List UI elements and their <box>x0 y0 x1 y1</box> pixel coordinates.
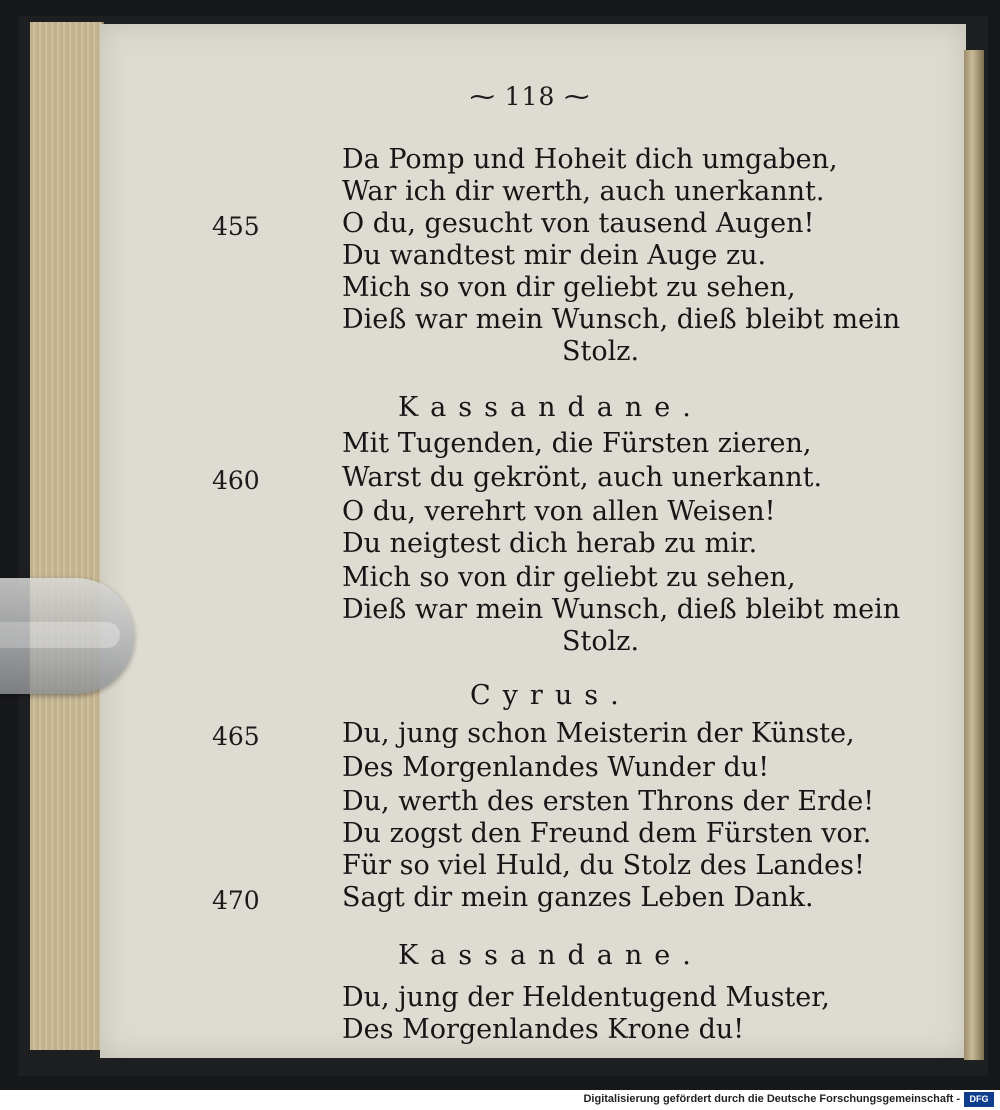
verse-line: Warst du gekrönt, auch unerkannt. <box>342 462 823 493</box>
line-number: 465 <box>212 722 260 751</box>
line-number: 470 <box>212 886 260 915</box>
verse-line: O du, gesucht von tausend Augen! <box>342 208 815 239</box>
verse-line: Du wandtest mir dein Auge zu. <box>342 240 767 271</box>
verse-line: Stolz. <box>562 626 640 657</box>
verse-line: War ich dir werth, auch unerkannt. <box>342 176 825 207</box>
next-page-edge <box>964 50 984 1060</box>
footer-credit: Digitalisierung gefördert durch die Deutsche Forschungsgemeinschaft - <box>583 1093 960 1105</box>
verse-line: Dieß war mein Wunsch, dieß bleibt mein <box>342 594 901 625</box>
verse-line: Sagt dir mein ganzes Leben Dank. <box>342 882 814 913</box>
speaker-name: Kassandane. <box>398 940 703 971</box>
line-number: 460 <box>212 466 260 495</box>
verse-line: Des Morgenlandes Krone du! <box>342 1014 745 1045</box>
verse-line: Mit Tugenden, die Fürsten zieren, <box>342 428 812 459</box>
thumb-clip <box>0 578 134 694</box>
verse-line: Du neigtest dich herab zu mir. <box>342 528 758 559</box>
verse-line: Da Pomp und Hoheit dich umgaben, <box>342 144 838 175</box>
verse-line: Du zogst den Freund dem Fürsten vor. <box>342 818 872 849</box>
page-edges <box>30 22 104 1050</box>
verse-line: O du, verehrt von allen Weisen! <box>342 496 776 527</box>
verse-line: Mich so von dir geliebt zu sehen, <box>342 562 796 593</box>
verse-line: Des Morgenlandes Wunder du! <box>342 752 770 783</box>
footer-bar <box>0 1090 1000 1110</box>
verse-line: Mich so von dir geliebt zu sehen, <box>342 272 796 303</box>
speaker-name: Cyrus. <box>470 680 631 711</box>
verse-line: Du, jung der Heldentugend Muster, <box>342 982 830 1013</box>
dfg-logo: DFG <box>964 1092 994 1107</box>
verse-line: Stolz. <box>562 336 640 367</box>
verse-line: Du, werth des ersten Throns der Erde! <box>342 786 875 817</box>
verse-line: Du, jung schon Meisterin der Künste, <box>342 718 855 749</box>
page-number: ⁓ 118 ⁓ <box>469 82 591 111</box>
verse-line: Dieß war mein Wunsch, dieß bleibt mein <box>342 304 901 335</box>
speaker-name: Kassandane. <box>398 392 703 423</box>
verse-line: Für so viel Huld, du Stolz des Landes! <box>342 850 865 881</box>
line-number: 455 <box>212 212 260 241</box>
